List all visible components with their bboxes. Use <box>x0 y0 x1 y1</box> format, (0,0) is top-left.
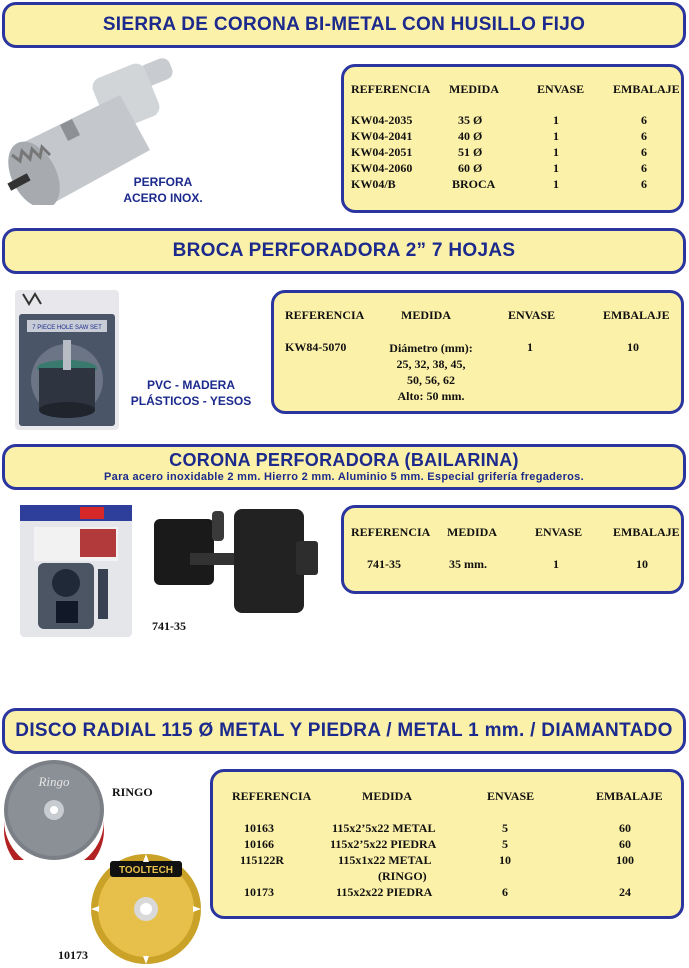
table-cell: KW04/B <box>351 177 396 191</box>
table-cell: KW04-2051 <box>351 145 413 159</box>
col-header-medida: MEDIDA <box>447 525 497 539</box>
section-1-title: SIERRA DE CORONA BI-METAL CON HUSILLO FIJO <box>102 14 586 35</box>
section-2-title: BROCA PERFORADORA 2” 7 HOJAS <box>172 240 516 261</box>
section-1-table <box>341 64 684 213</box>
section-1-banner <box>2 2 686 48</box>
table-cell: 6 <box>641 177 647 191</box>
table-cell: 24 <box>619 885 631 899</box>
col-header-medida: MEDIDA <box>401 308 451 322</box>
tooltech-disc-brand: TOOLTECH <box>118 865 174 876</box>
table-cell: 1 <box>527 340 533 354</box>
col-header-embalaje: EMBALAJE <box>613 525 680 539</box>
section-1-caption: PERFORA ACERO INOX. <box>123 175 203 205</box>
table-cell: 6 <box>641 129 647 143</box>
table-cell: 6 <box>641 161 647 175</box>
bailarina-tool-image <box>150 505 320 615</box>
col-header-envase: ENVASE <box>537 82 585 96</box>
section-2-caption: PVC - MADERA PLÁSTICOS - YESOS <box>130 378 252 408</box>
table-cell: 741-35 <box>367 557 401 571</box>
table-cell: 6 <box>502 885 508 899</box>
section-3-banner <box>2 444 686 490</box>
table-cell: KW04-2060 <box>351 161 413 175</box>
section-4-banner <box>2 708 686 754</box>
table-cell: 115x2’5x22 METAL <box>332 821 436 835</box>
table-cell: 10173 <box>244 885 274 899</box>
col-header-envase: ENVASE <box>487 789 535 803</box>
table-cell: 1 <box>553 113 559 127</box>
table-cell: 10 <box>636 557 648 571</box>
section-2-table <box>271 290 684 414</box>
tooltech-disc-image <box>90 853 202 965</box>
table-cell: 6 <box>641 145 647 159</box>
table-cell: 6 <box>641 113 647 127</box>
col-header-referencia: REFERENCIA <box>232 789 312 803</box>
table-cell: 1 <box>553 145 559 159</box>
table-cell: BROCA <box>452 177 496 191</box>
table-cell: 1 <box>553 557 559 571</box>
col-header-referencia: REFERENCIA <box>351 525 431 539</box>
hole-saw-set-package-image <box>15 290 119 430</box>
table-cell: 1 <box>553 161 559 175</box>
col-header-referencia: REFERENCIA <box>351 82 431 96</box>
col-header-embalaje: EMBALAJE <box>603 308 670 322</box>
bailarina-package-image <box>20 505 132 637</box>
table-cell: 10 <box>499 853 511 867</box>
table-cell: 115x2x22 PIEDRA <box>336 885 433 899</box>
table-cell: 115x2’5x22 PIEDRA <box>330 837 437 851</box>
col-header-embalaje: EMBALAJE <box>596 789 663 803</box>
table-cell: 100 <box>616 853 634 867</box>
section-3-subtitle: Para acero inoxidable 2 mm. Hierro 2 mm. Aluminio 5 mm. Especial grifería fregaderos. <box>104 471 584 483</box>
table-cell: 35 mm. <box>449 557 487 571</box>
table-cell: 1 <box>553 129 559 143</box>
col-header-embalaje: EMBALAJE <box>613 82 680 96</box>
table-cell: KW04-2035 <box>351 113 413 127</box>
col-header-medida: MEDIDA <box>362 789 412 803</box>
table-cell: 10166 <box>244 837 274 851</box>
table-cell: 40 Ø <box>458 129 483 143</box>
table-cell: 60 Ø <box>458 161 483 175</box>
ringo-disc-image <box>0 760 110 860</box>
table-cell: 51 Ø <box>458 145 483 159</box>
table-cell: KW84-5070 <box>285 340 347 354</box>
section-4-table <box>210 769 684 919</box>
table-cell: 5 <box>502 837 508 851</box>
col-header-envase: ENVASE <box>508 308 556 322</box>
table-cell: 10 <box>627 340 639 354</box>
table-cell: 10163 <box>244 821 274 835</box>
table-cell: (RINGO) <box>378 869 427 883</box>
bailarina-image-code: 741-35 <box>152 619 186 633</box>
table-cell: 115x1x22 METAL <box>338 853 432 867</box>
table-cell: 115122R <box>240 853 285 867</box>
col-header-referencia: REFERENCIA <box>285 308 365 322</box>
table-cell: 1 <box>553 177 559 191</box>
table-cell: 35 Ø <box>458 113 483 127</box>
section-2-banner <box>2 228 686 274</box>
table-cell-medida: Diámetro (mm): 25, 32, 38, 45, 50, 56, 62 Alto: 50 mm. <box>389 341 473 403</box>
table-cell: 60 <box>619 837 631 851</box>
table-cell: KW04-2041 <box>351 129 413 143</box>
table-cell: 60 <box>619 821 631 835</box>
col-header-envase: ENVASE <box>535 525 583 539</box>
section-3-table <box>341 505 684 594</box>
ringo-disc-brand: Ringo <box>38 774 70 789</box>
section-3-title: CORONA PERFORADORA (BAILARINA) <box>169 450 519 470</box>
label-10173: 10173 <box>58 948 88 962</box>
label-ringo: RINGO <box>112 785 153 799</box>
table-cell: 5 <box>502 821 508 835</box>
package-label: 7 PIECE HOLE SAW SET <box>32 325 102 331</box>
section-4-title: DISCO RADIAL 115 Ø METAL Y PIEDRA / METAL 1 mm. / DIAMANTADO <box>15 720 673 741</box>
col-header-medida: MEDIDA <box>449 82 499 96</box>
